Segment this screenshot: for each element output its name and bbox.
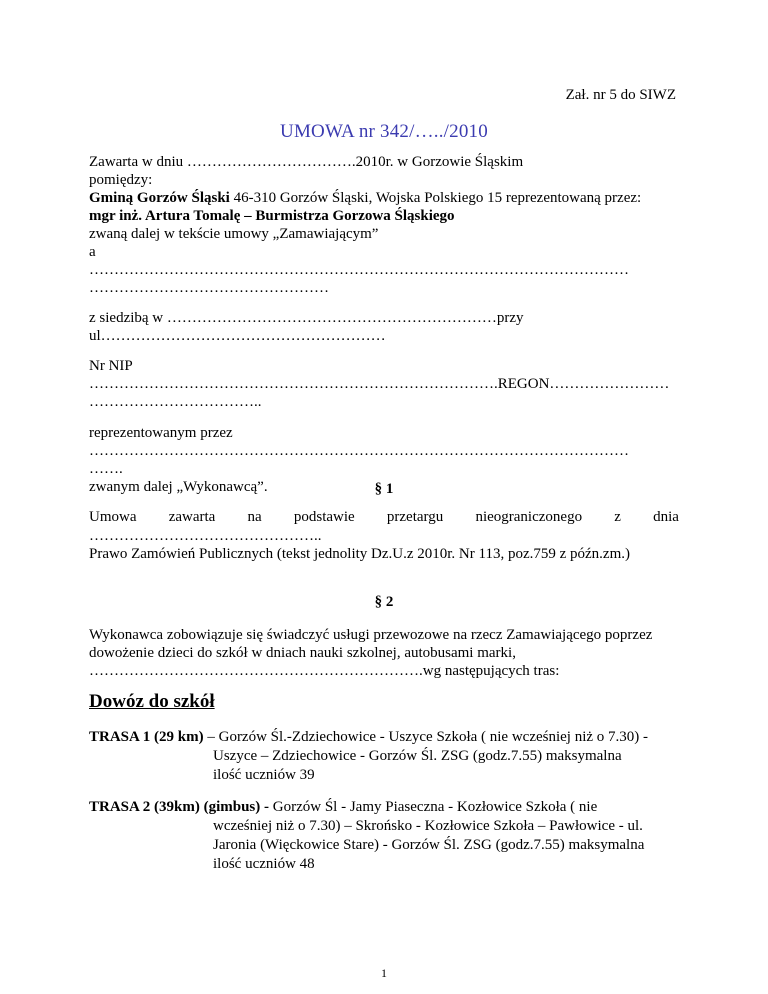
route-2-cont-1: wcześniej niż o 7.30) – Skrońsko - Kozłowice Szkoła – Pawłowice - ul. <box>213 818 643 834</box>
page-number: 1 <box>381 966 387 980</box>
section-1-dots: ……………………………………….. <box>89 528 322 544</box>
party1 <box>89 189 641 207</box>
route-2-first-line <box>89 798 597 817</box>
section-2-mark: § 2 <box>374 594 394 610</box>
party1-address: 46-310 Gorzów Śląski, Wojska Polskiego 15 reprezentowaną przez: <box>229 190 642 206</box>
party1-name: Gminą Gorzów Śląski <box>89 190 230 206</box>
word: Umowa <box>89 509 137 525</box>
word: z <box>614 509 621 525</box>
section-1-law: Prawo Zamówień Publicznych (tekst jednolity Dz.U.z 2010r. Nr 113, poz.759 z późn.zm.) <box>89 546 630 562</box>
word: na <box>247 509 262 525</box>
contractor-label: zwanym dalej „Wykonawcą”. <box>89 479 268 495</box>
section-2-line-1: Wykonawca zobowiązuje się świadczyć usługi przewozowe na rzecz Zamawiającego poprzez <box>89 627 653 643</box>
seat-line: z siedzibą w …………………………………………………………przy <box>89 310 524 326</box>
word: nieograniczonego <box>475 509 583 525</box>
between-label: pomiędzy: <box>89 172 153 188</box>
and-label: a <box>89 244 96 260</box>
represented-by-label: reprezentowanym przez <box>89 425 233 441</box>
contractor-dots-1: ……………………………………………………………………………………………… <box>89 262 629 278</box>
route-2-label: TRASA 2 (39km) (gimbus) - <box>89 799 270 815</box>
annex-label: Zał. nr 5 do SIWZ <box>565 87 676 103</box>
word: dnia <box>653 509 679 525</box>
represented-by-dots-2: ……. <box>89 461 123 477</box>
word: przetargu <box>386 509 444 525</box>
word: podstawie <box>293 509 355 525</box>
route-1-cont-1: Uszyce – Zdziechowice - Gorzów Śl. ZSG (godz.7.55) maksymalna <box>213 748 622 764</box>
section-1-mark: § 1 <box>374 481 394 497</box>
street-line: ul………………………………………………… <box>89 328 386 344</box>
nip-dots: …………………………….. <box>89 394 262 410</box>
concluded-on: Zawarta w dniu …………………………….2010r. w Gorzowie Śląskim <box>89 154 524 170</box>
represented-by-dots: ……………………………………………………………………………………………… <box>89 443 629 459</box>
contract-title: UMOWA nr 342/…../2010 <box>280 121 488 142</box>
route-1-cont-2: ilość uczniów 39 <box>213 767 315 783</box>
route-1-label: TRASA 1 (29 km) <box>89 729 204 745</box>
called-label: zwaną dalej w tekście umowy „Zamawiającym” <box>89 226 379 242</box>
route-1-text: – Gorzów Śl.-Zdziechowice - Uszyce Szkoła ( nie wcześniej niż o 7.30) - <box>203 729 649 745</box>
contractor-dots-2: ………………………………………… <box>89 280 329 296</box>
section-1-justified-line <box>89 509 679 526</box>
nip-regon-line: ……………………………………………………………………….REGON…………………… <box>89 376 670 392</box>
route-2-text: Gorzów Śl - Jamy Piaseczna - Kozłowice Szkoła ( nie <box>269 799 598 815</box>
nip-label: Nr NIP <box>89 358 133 374</box>
route-2-cont-2: Jaronia (Więckowice Stare) - Gorzów Śl. ZSG (godz.7.55) maksymalna <box>213 837 645 853</box>
representative: mgr inż. Artura Tomalę – Burmistrza Gorzowa Śląskiego <box>89 208 455 224</box>
section-2-line-3: ………………………………………………………….wg następujących tras: <box>89 663 560 679</box>
route-2-cont-3: ilość uczniów 48 <box>213 856 315 872</box>
word: zawarta <box>168 509 216 525</box>
route-1-first-line <box>89 728 648 747</box>
routes-heading: Dowóz do szkół <box>89 691 215 712</box>
section-2-line-2: dowożenie dzieci do szkół w dniach nauki szkolnej, autobusami marki, <box>89 645 516 661</box>
